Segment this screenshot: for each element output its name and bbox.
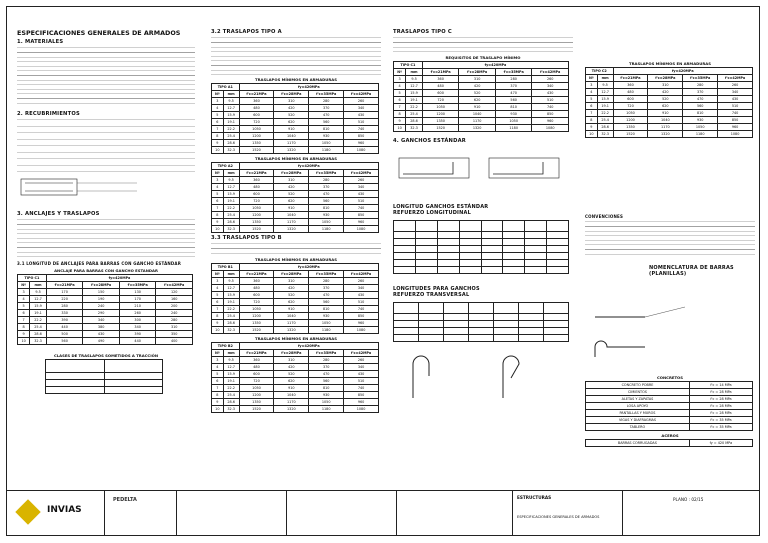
steel-table: BARRAS CORRUGADAS fy = 420 MPa [585, 439, 753, 447]
hook-shapes-diagram [393, 348, 569, 408]
table-c2-caption: TRASLAPOS MÍNIMOS EN ARMADURAS [629, 61, 711, 66]
cover-text [17, 117, 195, 173]
table-row: 6 19.1 720 620 560 510 [212, 198, 379, 205]
table-row: 7 22.2 1050 910 810 740 [212, 205, 379, 212]
table-row: ALETAS Y ZAPATAS f'c = 28 MPa [586, 396, 753, 403]
nomenclature-diagram [585, 277, 753, 367]
column-right [585, 59, 755, 447]
table-row: 6 19.1 720 620 560 510 [586, 103, 753, 110]
table-a2: TIPO A2 fy=420MPa Nº mm f'c=21MPa f'c=28MPa f'c=35MPa f'c=42MPa 3 9.5 360 310 280 260 4 12.7 480 420 370 340 5 15.9 600 520 470 430 6 19.1 720 620 560 510 7 22.2 1050 910 810 740 8 25.4 1200 1040 930 850 9 28.6 1350 1170 1050 960 10 32.3 1520 1320 1180 1080 [211, 162, 379, 233]
table-row: 9 28.6 1350 1170 1050 960 [212, 219, 379, 226]
table-row: 8 25.4 1200 1040 930 850 [212, 133, 379, 140]
concrete-caption: CONCRETOS [656, 375, 684, 380]
table-row: 6 19.1 330 290 260 240 [18, 310, 193, 317]
conventions-title: CONVENCIONES [585, 214, 624, 219]
table-row: 3 9.5 360 310 280 260 [586, 82, 753, 89]
table-row: 7 22.2 1050 910 810 740 [394, 104, 569, 111]
table-row: 3 9.5 170 150 130 120 [18, 289, 193, 296]
title-content: ESTRUCTURAS ESPECIFICACIONES GENERALES DE ARMADOS [513, 491, 623, 535]
title-plate: PLANO : 02/15 [673, 497, 704, 502]
long-hooks-title: LONGITUD GANCHOS ESTÁNDAR REFUERZO LONGITUDINAL [393, 204, 489, 216]
section-splice-a: 3.2 TRASLAPOS TIPO A [211, 29, 282, 35]
title-block [7, 490, 759, 535]
materials-text [17, 45, 195, 105]
table-a1-caption: TRASLAPOS MÍNIMOS EN ARMADURAS [255, 77, 337, 82]
table-row: 9 28.6 1350 1170 1050 960 [212, 140, 379, 147]
table-row: TABLERO f'c = 35 MPa [586, 424, 753, 431]
table-c1-caption: REQUISITOS DE TRASLAPO MÍNIMO [445, 55, 521, 60]
table-row: 10 32.3 560 490 440 400 [18, 338, 193, 345]
title-cell-a [177, 491, 287, 535]
table-row: 4 12.7 480 420 370 340 [212, 285, 379, 292]
table-row: 9 28.6 1350 1170 1050 960 [212, 399, 379, 406]
table-b2-caption: TRASLAPOS MÍNIMOS EN ARMADURAS [255, 336, 337, 341]
table-row: 10 32.3 1520 1320 1180 1080 [586, 131, 753, 138]
table-row: 7 22.2 1050 910 810 740 [586, 110, 753, 117]
table-row: 5 15.9 600 520 470 430 [586, 96, 753, 103]
table-row: 7 22.2 1050 910 810 740 [212, 126, 379, 133]
table-row: 7 22.2 1050 910 810 740 [212, 306, 379, 313]
lap-class-table [45, 359, 163, 394]
table-row: 5 15.9 600 520 470 430 [212, 112, 379, 119]
table-row: 3 9.5 360 310 280 260 [212, 278, 379, 285]
table-a2-caption: TRASLAPOS MÍNIMOS EN ARMADURAS [255, 156, 337, 161]
table-row: 3 9.5 360 310 280 260 [394, 76, 569, 83]
cover-diagram [17, 173, 147, 201]
table-fy: fy=420MPa [46, 275, 192, 282]
title-cell-c [397, 491, 513, 535]
table-row: 4 12.7 220 190 170 160 [18, 296, 193, 303]
table-row: 6 19.1 720 620 560 510 [394, 97, 569, 104]
table-type: TIPO C1 [18, 275, 47, 282]
table-row: 10 32.3 1520 1320 1180 1080 [212, 327, 379, 334]
long-hooks-table [393, 220, 569, 274]
table-row: 4 12.7 480 420 370 340 [394, 83, 569, 90]
table-row: 8 25.4 1200 1040 930 850 [212, 392, 379, 399]
table-row: VIGAS Y DIAFRAGMAS f'c = 35 MPa [586, 417, 753, 424]
table-row: 9 28.6 500 430 390 350 [18, 331, 193, 338]
transverse-hooks-table [393, 302, 569, 342]
column-materials [17, 39, 195, 394]
splice-b-text [211, 241, 381, 255]
anchorage-text [17, 217, 195, 261]
table-row: 5 15.9 280 240 210 200 [18, 303, 193, 310]
table-row: 7 22.2 1050 910 810 740 [212, 385, 379, 392]
section-materials: 1. MATERIALES [17, 39, 64, 45]
table-row: 6 19.1 720 620 560 510 [212, 378, 379, 385]
table-row: 9 28.6 1350 1170 1050 960 [212, 320, 379, 327]
logo-invias: INVIAS [7, 491, 105, 535]
column-splices-c-hooks [393, 29, 573, 412]
table-row: 8 25.4 1200 1040 930 850 [212, 313, 379, 320]
steel-caption: ACEROS [661, 433, 679, 438]
table-row: 9 28.6 1350 1170 1050 960 [586, 124, 753, 131]
table-row: 8 25.4 1200 1040 930 850 [586, 117, 753, 124]
table-a1: TIPO A1 fy=420MPa Nº mm f'c=21MPa f'c=28MPa f'c=35MPa f'c=42MPa 3 9.5 360 310 280 260 4 12.7 480 420 370 340 5 15.9 600 520 470 430 6 19.1 720 620 560 510 7 22.2 1050 910 810 740 8 25.4 1200 1040 930 850 9 28.6 1350 1170 1050 960 10 32.3 1520 1320 1180 1080 [211, 83, 379, 154]
nomenclature-title: NOMENCLATURA DE BARRAS (PLANILLAS) [649, 265, 734, 277]
title-cell-b [287, 491, 397, 535]
table-row: 8 25.4 440 380 340 310 [18, 324, 193, 331]
table-b1: TIPO B1 fy=420MPa Nº mm f'c=21MPa f'c=28MPa f'c=35MPa f'c=42MPa 3 9.5 360 310 280 260 4 12.7 480 420 370 340 5 15.9 600 520 470 430 6 19.1 720 620 560 510 7 22.2 1050 910 810 740 8 25.4 1200 1040 930 850 9 28.6 1350 1170 1050 960 10 32.3 1520 1320 1180 1080 [211, 263, 379, 334]
table-row: 10 32.3 1520 1320 1180 1080 [212, 147, 379, 154]
table-row: 7 22.2 390 340 300 280 [18, 317, 193, 324]
table-row: 4 12.7 480 420 370 340 [212, 184, 379, 191]
table-row: 4 12.7 480 420 370 340 [586, 89, 753, 96]
table-row: 8 25.4 1200 1040 930 850 [394, 111, 569, 118]
table-row: 3 9.5 360 310 280 260 [212, 98, 379, 105]
table-row: 3 9.5 360 310 280 260 [212, 357, 379, 364]
table-row: CIMIENTOS f'c = 28 MPa [586, 389, 753, 396]
table-row: 4 12.7 480 420 370 340 [212, 105, 379, 112]
section-anchorage-length: 3.1 LONGITUD DE ANCLAJES PARA BARRAS CON GANCHO ESTÁNDAR [17, 261, 182, 266]
table-c2: TIPO C2 fy=420MPa Nº mm f'c=21MPa f'c=28MPa f'c=35MPa f'c=42MPa 3 9.5 360 310 280 260 4 12.7 480 420 370 340 5 15.9 600 520 470 430 6 19.1 720 620 560 510 7 22.2 1050 910 810 740 8 25.4 1200 1040 930 850 9 28.6 1350 1170 1050 960 10 32.3 1520 1320 1180 1080 [585, 67, 753, 138]
hook-diagram [393, 144, 569, 194]
section-anchorage: 3. ANCLAJES Y TRASLAPOS [17, 211, 100, 217]
drawing-sheet [6, 6, 760, 536]
table-row: 6 19.1 720 620 560 510 [212, 119, 379, 126]
splice-a-text [211, 35, 381, 75]
table-row: 5 15.9 600 520 470 430 [394, 90, 569, 97]
table-row: PANTALLAS Y MUROS f'c = 28 MPa [586, 410, 753, 417]
table-b2: TIPO B2 fy=420MPa Nº mm f'c=21MPa f'c=28MPa f'c=35MPa f'c=42MPa 3 9.5 360 310 280 260 4 12.7 480 420 370 340 5 15.9 600 520 470 430 6 19.1 720 620 560 510 7 22.2 1050 910 810 740 8 25.4 1200 1040 930 850 9 28.6 1350 1170 1050 960 10 32.3 1520 1320 1180 1080 [211, 342, 379, 413]
table-row: 5 15.9 600 520 470 430 [212, 292, 379, 299]
table-row: 3 9.5 360 310 280 260 [212, 177, 379, 184]
splice-c-text [393, 35, 573, 53]
column-splices-a-b [211, 29, 381, 413]
table-row: 5 15.9 600 520 470 430 [212, 371, 379, 378]
table-row: 8 25.4 1200 1040 930 850 [212, 212, 379, 219]
table-row: 10 32.3 1520 1320 1180 1080 [394, 125, 569, 132]
table-row: 10 32.3 1520 1320 1180 1080 [212, 226, 379, 233]
table-c1: TIPO C1 fy=420MPa Nº mm f'c=21MPa f'c=28MPa f'c=35MPa f'c=42MPa 3 9.5 360 310 280 260 4 12.7 480 420 370 340 5 15.9 600 520 470 430 6 19.1 720 620 560 510 7 22.2 1050 910 810 740 8 25.4 1200 1040 930 850 9 28.6 1350 1170 1050 960 10 32.3 1520 1320 1180 1080 [393, 61, 569, 132]
table-b1-caption: TRASLAPOS MÍNIMOS EN ARMADURAS [255, 257, 337, 262]
table-row: 4 12.7 480 420 370 340 [212, 364, 379, 371]
lap-class-caption: CLASES DE TRASLAPOS SOMETIDOS A TRACCIÓN [53, 353, 159, 358]
conventions-text [585, 219, 755, 255]
section-splice-c: TRASLAPOS TIPO C [393, 29, 452, 35]
section-splice-b: 3.3 TRASLAPOS TIPO B [211, 235, 282, 241]
table-row: CONCRETO POBRE f'c = 14 MPa [586, 382, 753, 389]
table-row: 10 32.3 1520 1320 1180 1080 [212, 406, 379, 413]
table-row: 5 15.9 600 520 470 430 [212, 191, 379, 198]
section-cover: 2. RECUBRIMIENTOS [17, 111, 80, 117]
table-row: LOSA APOYO f'c = 28 MPa [586, 403, 753, 410]
sheet-title: ESPECIFICACIONES GENERALES DE ARMADOS [17, 29, 181, 37]
logo-pedelta: PEDELTA [105, 491, 177, 535]
anchorage-table: TIPO C1 fy=420MPa Nº mm f'c=21MPa f'c=28MPa f'c=35MPa f'c=42MPa 3 9.5 170 150 130 120 4 12.7 220 190 170 160 5 15.9 280 240 210 200 6 19.1 330 290 260 240 7 22.2 390 340 300 280 8 25.4 440 380 340 310 9 28.6 500 430 390 350 10 32.3 560 490 440 400 [17, 274, 193, 345]
anchorage-table-caption: ANCLAJE PARA BARRAS CON GANCHO ESTANDAR [54, 268, 158, 273]
section-hooks: 4. GANCHOS ESTÁNDAR [393, 138, 466, 144]
table-row: 6 19.1 720 620 560 510 [212, 299, 379, 306]
transverse-hooks-title: LONGITUDES PARA GANCHOS REFUERZO TRANSVERSAL [393, 286, 480, 298]
concrete-table [585, 381, 753, 431]
table-row: 9 28.6 1350 1170 1050 960 [394, 118, 569, 125]
